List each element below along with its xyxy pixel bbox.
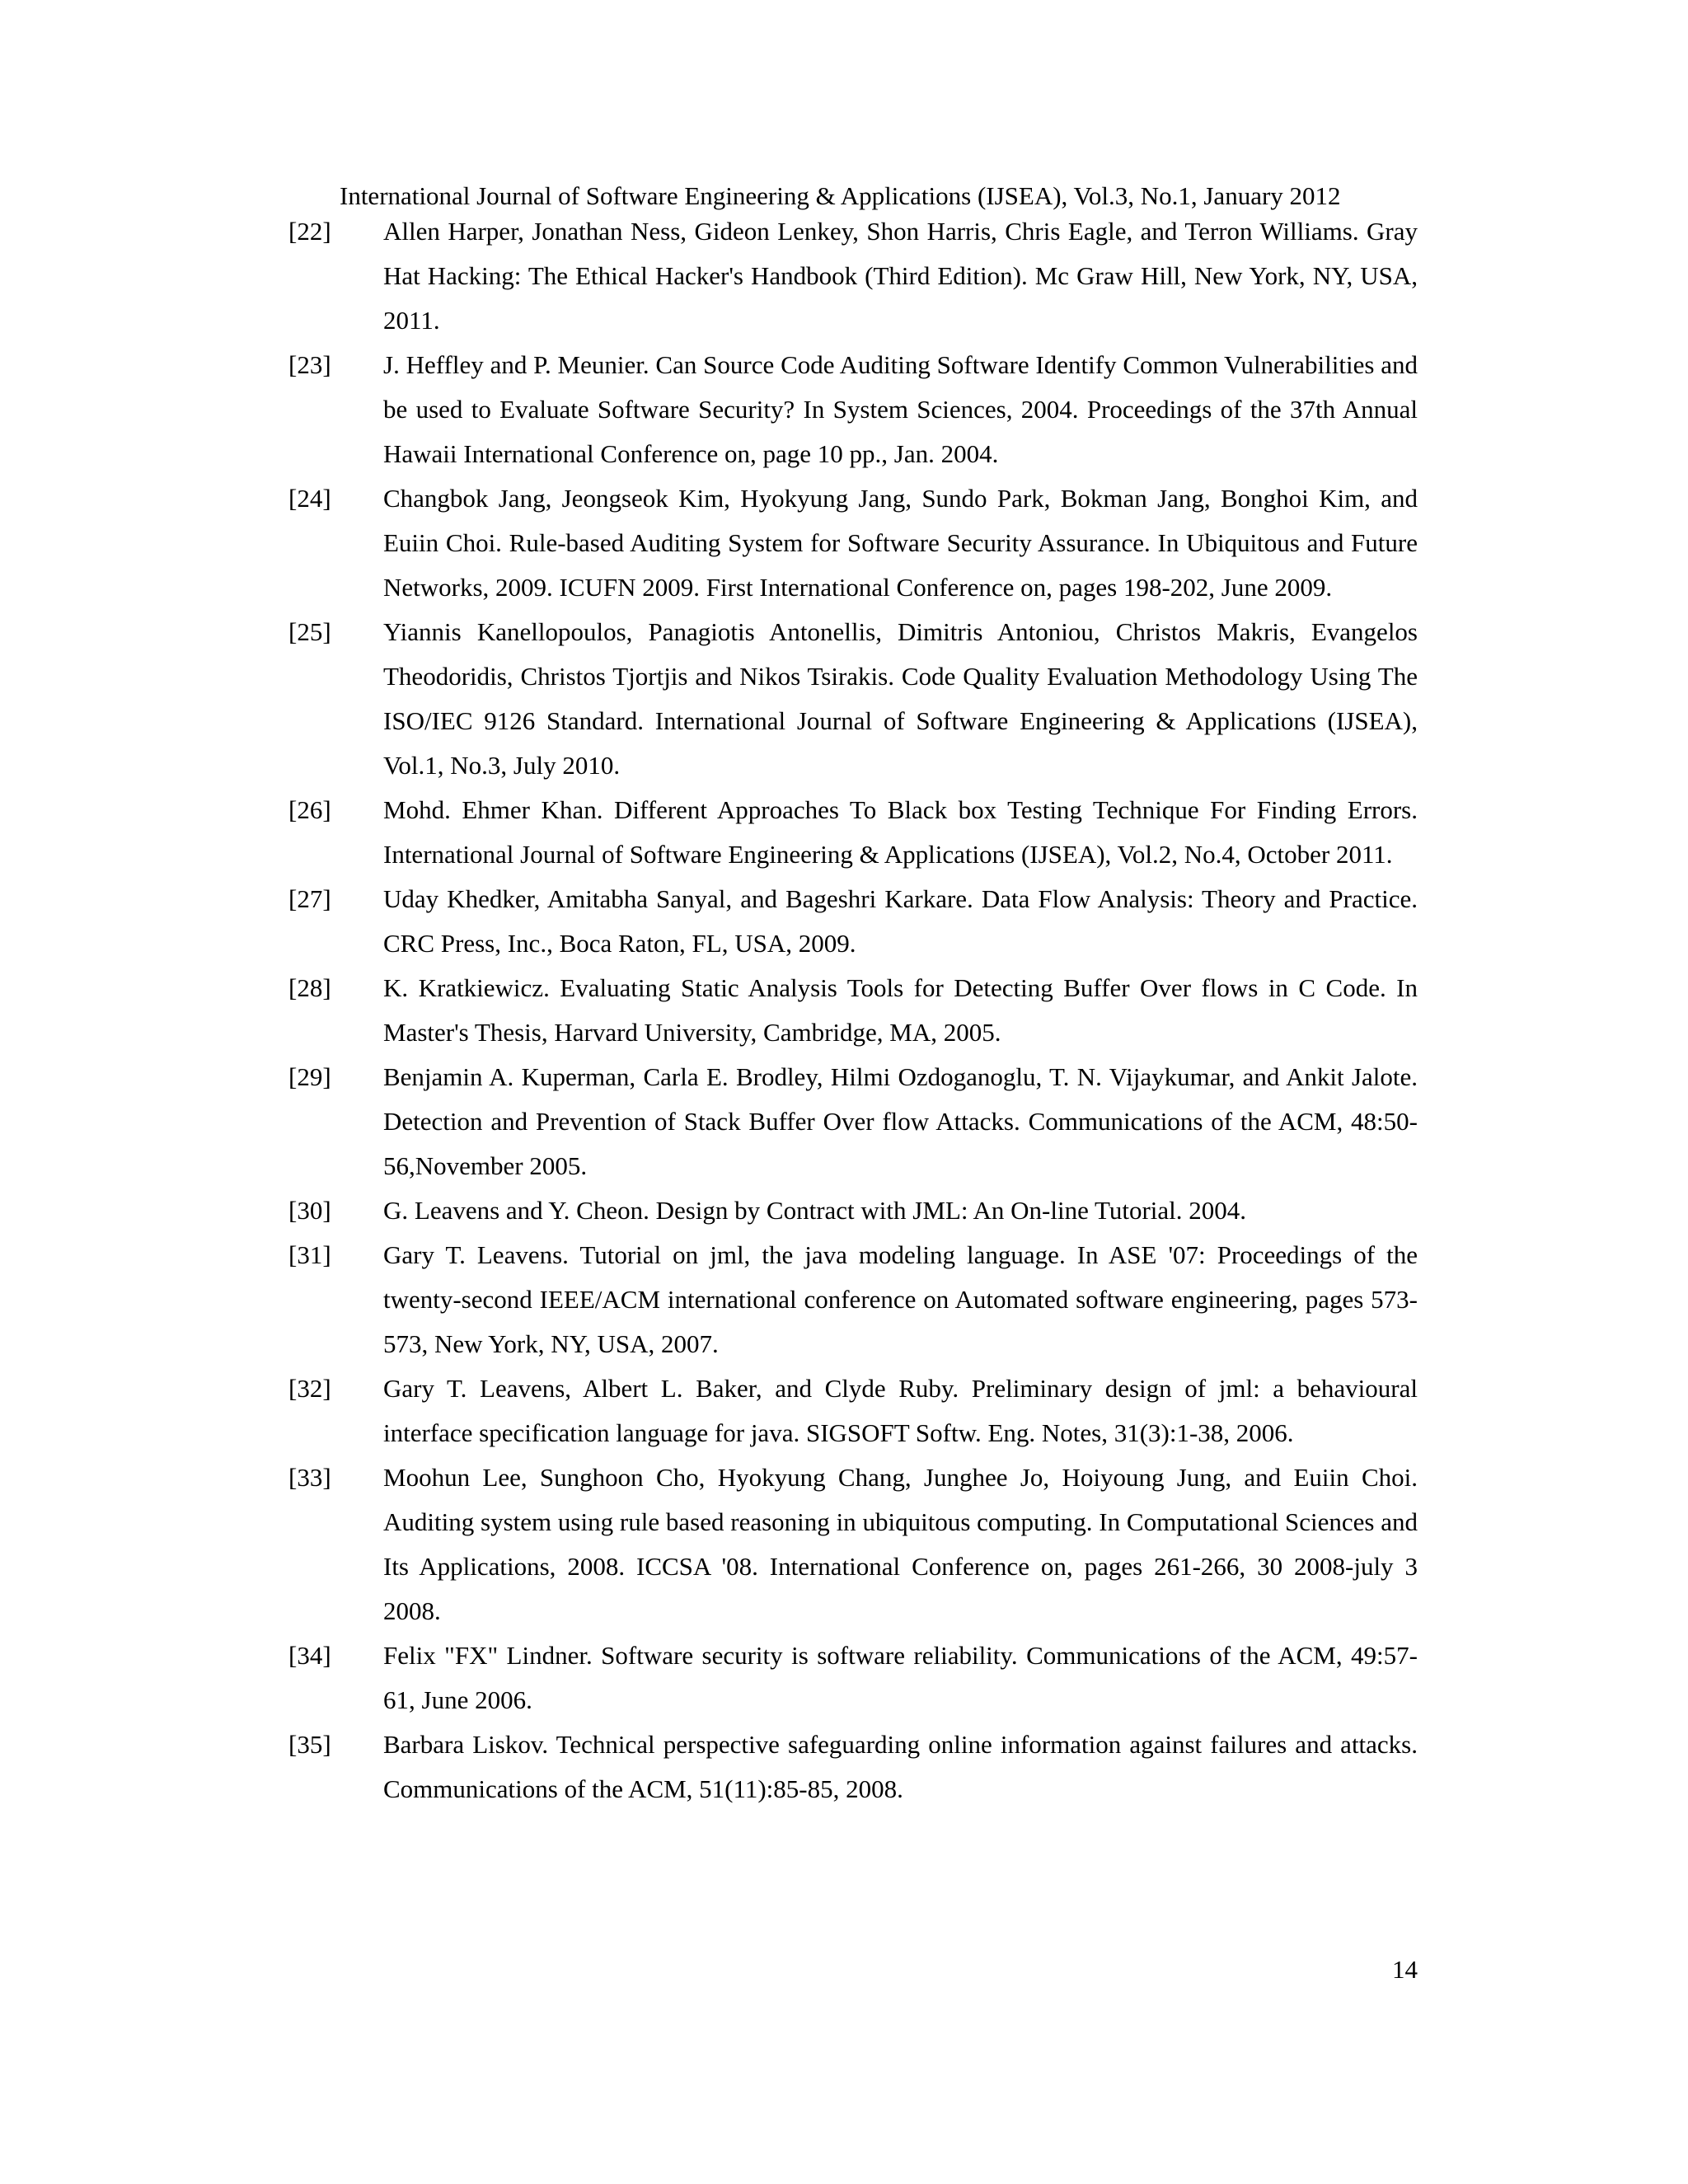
reference-label: [28] [288,973,331,1002]
reference-text: Gary T. Leavens. Tutorial on jml, the java modeling language. In ASE '07: Proceedings of the twenty-second IEEE/ACM international conference on Automated software engineering, pages 573-573, New York, NY, USA, 2007. [383,1240,1418,1358]
reference-text: Yiannis Kanellopoulos, Panagiotis Antonellis, Dimitris Antoniou, Christos Makris, Evangelos Theodoridis, Christos Tjortjis and Nikos Tsirakis. Code Quality Evaluation Methodology Using The ISO/IEC 9126 Standard. International Journal of Software Engineering & Applications (IJSEA), Vol.1, No.3, July 2010. [383,617,1418,780]
reference-label: [24] [288,484,331,513]
reference-label: [34] [288,1641,331,1670]
reference-text: Allen Harper, Jonathan Ness, Gideon Lenkey, Shon Harris, Chris Eagle, and Terron Williams. Gray Hat Hacking: The Ethical Hacker's Handbook (Third Edition). Mc Graw Hill, New York, NY, USA, 2011. [383,217,1418,335]
reference-item [288,1455,1418,1633]
reference-label: [32] [288,1374,331,1403]
running-header: International Journal of Software Engineering & Applications (IJSEA), Vol.3, No.1, January 2012 [340,181,1341,210]
reference-label: [27] [288,884,331,913]
reference-text: Benjamin A. Kuperman, Carla E. Brodley, Hilmi Ozdoganoglu, T. N. Vijaykumar, and Ankit Jalote. Detection and Prevention of Stack Buffer Over flow Attacks. Communications of the ACM, 48:50-56,November 2005. [383,1062,1418,1180]
reference-text: G. Leavens and Y. Cheon. Design by Contract with JML: An On-line Tutorial. 2004. [383,1196,1247,1225]
reference-label: [29] [288,1062,331,1091]
reference-text: Changbok Jang, Jeongseok Kim, Hyokyung Jang, Sundo Park, Bokman Jang, Bonghoi Kim, and Euiin Choi. Rule-based Auditing System for Software Security Assurance. In Ubiquitous and Future Networks, 2009. ICUFN 2009. First International Conference on, pages 198-202, June 2009. [383,484,1418,602]
reference-item [288,610,1418,788]
reference-text: Uday Khedker, Amitabha Sanyal, and Bageshri Karkare. Data Flow Analysis: Theory and Practice. CRC Press, Inc., Boca Raton, FL, USA, 2009. [383,884,1418,958]
reference-text: J. Heffley and P. Meunier. Can Source Code Auditing Software Identify Common Vulnerabilities and be used to Evaluate Software Security? In System Sciences, 2004. Proceedings of the 37th Annual Hawaii International Conference on, page 10 pp., Jan. 2004. [383,350,1418,468]
reference-label: [22] [288,217,331,246]
reference-item [288,343,1418,476]
reference-text: K. Kratkiewicz. Evaluating Static Analysis Tools for Detecting Buffer Over flows in C Code. In Master's Thesis, Harvard University, Cambridge, MA, 2005. [383,973,1418,1047]
reference-item [288,877,1418,966]
reference-text: Barbara Liskov. Technical perspective safeguarding online information against failures and attacks. Communications of the ACM, 51(11):85-85, 2008. [383,1730,1418,1803]
reference-item [288,1722,1418,1811]
reference-item [288,788,1418,877]
reference-text: Moohun Lee, Sunghoon Cho, Hyokyung Chang, Junghee Jo, Hoiyoung Jung, and Euiin Choi. Auditing system using rule based reasoning in ubiquitous computing. In Computational Sciences and Its Applications, 2008. ICCSA '08. International Conference on, pages 261-266, 30 2008-july 3 2008. [383,1463,1418,1625]
reference-label: [33] [288,1463,331,1492]
reference-item [288,476,1418,610]
reference-item [288,1633,1418,1722]
reference-label: [35] [288,1730,331,1759]
reference-item [288,1188,1418,1233]
reference-label: [31] [288,1240,331,1269]
reference-text: Gary T. Leavens, Albert L. Baker, and Clyde Ruby. Preliminary design of jml: a behavioural interface specification language for java. SIGSOFT Softw. Eng. Notes, 31(3):1-38, 2006. [383,1374,1418,1447]
reference-item [288,1055,1418,1188]
reference-label: [30] [288,1196,331,1225]
reference-text: Felix "FX" Lindner. Software security is software reliability. Communications of the ACM, 49:57-61, June 2006. [383,1641,1418,1714]
reference-item [288,966,1418,1055]
reference-item [288,209,1418,343]
reference-label: [25] [288,617,331,646]
reference-item [288,1233,1418,1366]
page-number: 14 [1392,1955,1418,1984]
reference-list [288,209,1418,1811]
reference-label: [26] [288,795,331,824]
reference-text: Mohd. Ehmer Khan. Different Approaches To Black box Testing Technique For Finding Errors. International Journal of Software Engineering & Applications (IJSEA), Vol.2, No.4, October 2011. [383,795,1418,869]
reference-label: [23] [288,350,331,379]
reference-item [288,1366,1418,1455]
